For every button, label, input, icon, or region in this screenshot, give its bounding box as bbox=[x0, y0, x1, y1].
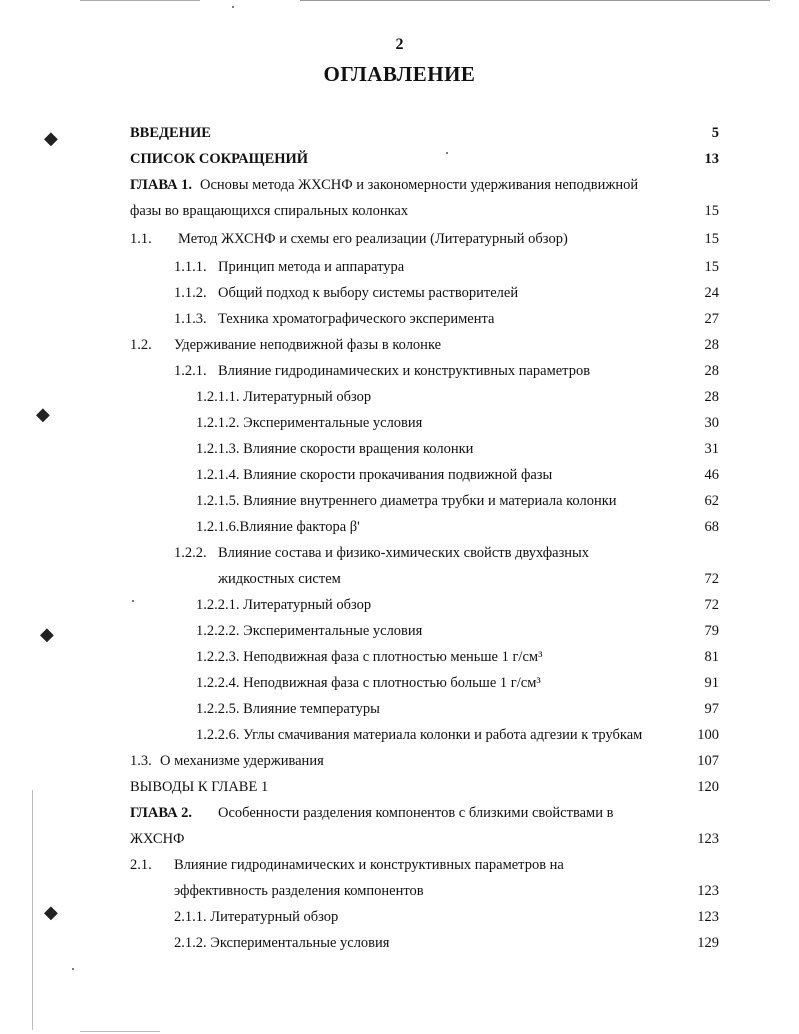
toc-entry bbox=[0, 198, 799, 224]
toc-entry-number: 1.1.1. bbox=[174, 259, 207, 275]
toc-entry-text: 1.2.2.5. Влияние температуры bbox=[196, 701, 380, 717]
toc-entry bbox=[0, 306, 799, 332]
toc-entry bbox=[0, 410, 799, 436]
toc-entry-page: 46 bbox=[704, 467, 719, 483]
toc-entry-text: фазы во вращающихся спиральных колонках bbox=[130, 203, 409, 219]
toc-entry-number: 1.1.3. bbox=[174, 311, 207, 327]
toc-entry-number: 1.3. bbox=[130, 753, 152, 769]
page-number: 2 bbox=[395, 36, 404, 53]
toc-entry bbox=[0, 774, 799, 800]
toc-entry-number: 1.1. bbox=[130, 231, 152, 247]
toc-entry-text: ВЫВОДЫ К ГЛАВЕ 1 bbox=[130, 779, 269, 795]
toc-entry bbox=[0, 800, 799, 826]
toc-entry-text: жидкостных систем bbox=[218, 571, 341, 587]
binding-hole-mark: ◆ bbox=[36, 404, 50, 424]
toc-entry-page: 91 bbox=[704, 675, 719, 691]
toc-entry bbox=[0, 670, 799, 696]
scan-edge-top-left bbox=[80, 0, 200, 1]
toc-entry bbox=[0, 852, 799, 878]
toc-entry bbox=[0, 488, 799, 514]
toc-entry-page: 72 bbox=[704, 571, 719, 587]
toc-entry-page: 79 bbox=[704, 623, 719, 639]
toc-entry-text: ВВЕДЕНИЕ bbox=[130, 125, 211, 141]
toc-entry bbox=[0, 514, 799, 540]
toc-entry-page: 123 bbox=[697, 909, 719, 925]
toc-entry bbox=[0, 930, 799, 956]
toc-entry bbox=[0, 172, 799, 198]
toc-entry-number: 1.2. bbox=[130, 337, 152, 353]
toc-entry bbox=[0, 566, 799, 592]
toc-entry-page: 15 bbox=[704, 259, 719, 275]
toc-entry-page: 120 bbox=[697, 779, 719, 795]
toc-entry-text: 1.2.2.4. Неподвижная фаза с плотностью больше 1 г/см³ bbox=[196, 675, 541, 691]
toc-entry-text: 1.2.1.6.Влияние фактора β' bbox=[196, 519, 360, 535]
toc-entry-number: ГЛАВА 1. bbox=[130, 177, 193, 193]
toc-entry-page: 15 bbox=[704, 231, 719, 247]
scan-dot bbox=[72, 968, 74, 970]
toc-entry bbox=[0, 878, 799, 904]
toc-entry-page: 62 bbox=[704, 493, 719, 509]
toc-entry-page: 30 bbox=[704, 415, 719, 431]
toc-entry-page: 123 bbox=[697, 831, 719, 847]
toc-entry-text: 1.2.1.4. Влияние скорости прокачивания подвижной фазы bbox=[196, 467, 553, 483]
toc-entry-text: 1.2.1.1. Литературный обзор bbox=[196, 389, 372, 405]
scan-edge-top bbox=[300, 0, 770, 1]
page-title: ОГЛАВЛЕНИЕ bbox=[323, 62, 476, 86]
toc-entry-number: 1.2.2. bbox=[174, 545, 207, 561]
toc-entry-text: Принцип метода и аппаратура bbox=[218, 259, 405, 275]
toc-entry bbox=[0, 226, 799, 252]
toc-entry-page: 100 bbox=[697, 727, 719, 743]
toc-entry bbox=[0, 618, 799, 644]
toc-entry-text: Техника хроматографического эксперимента bbox=[218, 311, 495, 327]
binding-hole-mark: ◆ bbox=[44, 902, 58, 922]
toc-entry-page: 27 bbox=[704, 311, 719, 327]
toc-entry-text: Метод ЖХСНФ и схемы его реализации (Литературный обзор) bbox=[178, 231, 568, 247]
toc-entry-text: 1.2.2.3. Неподвижная фаза с плотностью меньше 1 г/см³ bbox=[196, 649, 543, 665]
toc-entry-page: 31 bbox=[704, 441, 719, 457]
toc-entry-text: Влияние гидродинамических и конструктивных параметров на bbox=[174, 857, 564, 873]
toc-entry-page: 81 bbox=[704, 649, 719, 665]
toc-entry bbox=[0, 146, 799, 172]
toc-entry-page: 97 bbox=[704, 701, 719, 717]
toc-entry bbox=[0, 254, 799, 280]
toc-entry-text: 1.2.2.1. Литературный обзор bbox=[196, 597, 372, 613]
binding-hole-mark: ◆ bbox=[44, 128, 58, 148]
toc-entry-page: 28 bbox=[704, 389, 719, 405]
scan-dot bbox=[232, 6, 234, 8]
toc-entry bbox=[0, 644, 799, 670]
toc-entry-text: 1.2.2.6. Углы смачивания материала колонки и работа адгезии к трубкам bbox=[196, 727, 643, 743]
toc-entry bbox=[0, 384, 799, 410]
toc-entry-text: Удерживание неподвижной фазы в колонке bbox=[174, 337, 442, 353]
toc-entry bbox=[0, 332, 799, 358]
toc-entry bbox=[0, 280, 799, 306]
toc-entry-text: Особенности разделения компонентов с близкими свойствами в bbox=[218, 805, 614, 821]
toc-entry bbox=[0, 696, 799, 722]
toc-entry bbox=[0, 722, 799, 748]
toc-entry-text: О механизме удерживания bbox=[160, 753, 324, 769]
toc-entry bbox=[0, 540, 799, 566]
scan-edge-bottom bbox=[80, 1031, 160, 1032]
toc-entry-page: 28 bbox=[704, 363, 719, 379]
toc-entry-number: 1.2.1. bbox=[174, 363, 207, 379]
toc-entry-page: 15 bbox=[704, 203, 719, 219]
toc-entry-text: 1.2.2.2. Экспериментальные условия bbox=[196, 623, 423, 639]
toc-entry bbox=[0, 120, 799, 146]
toc-entry-text: Общий подход к выбору системы растворителей bbox=[218, 285, 519, 301]
toc-entry bbox=[0, 436, 799, 462]
toc-entry-number: 1.1.2. bbox=[174, 285, 207, 301]
toc-entry-text: 2.1.1. Литературный обзор bbox=[174, 909, 339, 925]
toc-entry-text: ЖХСНФ bbox=[130, 831, 185, 847]
toc-entry bbox=[0, 904, 799, 930]
toc-entry-text: СПИСОК СОКРАЩЕНИЙ bbox=[130, 151, 309, 167]
toc-entry-text: эффективность разделения компонентов bbox=[174, 883, 424, 899]
binding-hole-mark: ◆ bbox=[40, 624, 54, 644]
toc-entry-page: 13 bbox=[704, 151, 719, 167]
toc-entry bbox=[0, 358, 799, 384]
toc-entry-text: 1.2.1.5. Влияние внутреннего диаметра трубки и материала колонки bbox=[196, 493, 617, 509]
toc-entry-page: 68 bbox=[704, 519, 719, 535]
toc-entry-page: 5 bbox=[711, 125, 719, 141]
toc-entry bbox=[0, 462, 799, 488]
toc-entry-number: ГЛАВА 2. bbox=[130, 805, 193, 821]
toc-entry-text: Основы метода ЖХСНФ и закономерности удерживания неподвижной bbox=[200, 177, 639, 193]
toc-entry-page: 129 bbox=[697, 935, 719, 951]
toc-entry-number: 2.1. bbox=[130, 857, 152, 873]
toc-entry bbox=[0, 826, 799, 852]
toc-entry-text: Влияние состава и физико-химических свойств двухфазных bbox=[218, 545, 590, 561]
toc-entry-page: 72 bbox=[704, 597, 719, 613]
toc-entry-page: 107 bbox=[697, 753, 719, 769]
toc-entry-page: 28 bbox=[704, 337, 719, 353]
toc-entry bbox=[0, 592, 799, 618]
toc-entry bbox=[0, 748, 799, 774]
toc-entry-text: Влияние гидродинамических и конструктивных параметров bbox=[218, 363, 591, 379]
toc-entry-text: 1.2.1.2. Экспериментальные условия bbox=[196, 415, 423, 431]
toc-entry-text: 2.1.2. Экспериментальные условия bbox=[174, 935, 390, 951]
toc-entry-page: 123 bbox=[697, 883, 719, 899]
toc-entry-page: 24 bbox=[704, 285, 719, 301]
toc-entry-text: 1.2.1.3. Влияние скорости вращения колонки bbox=[196, 441, 474, 457]
